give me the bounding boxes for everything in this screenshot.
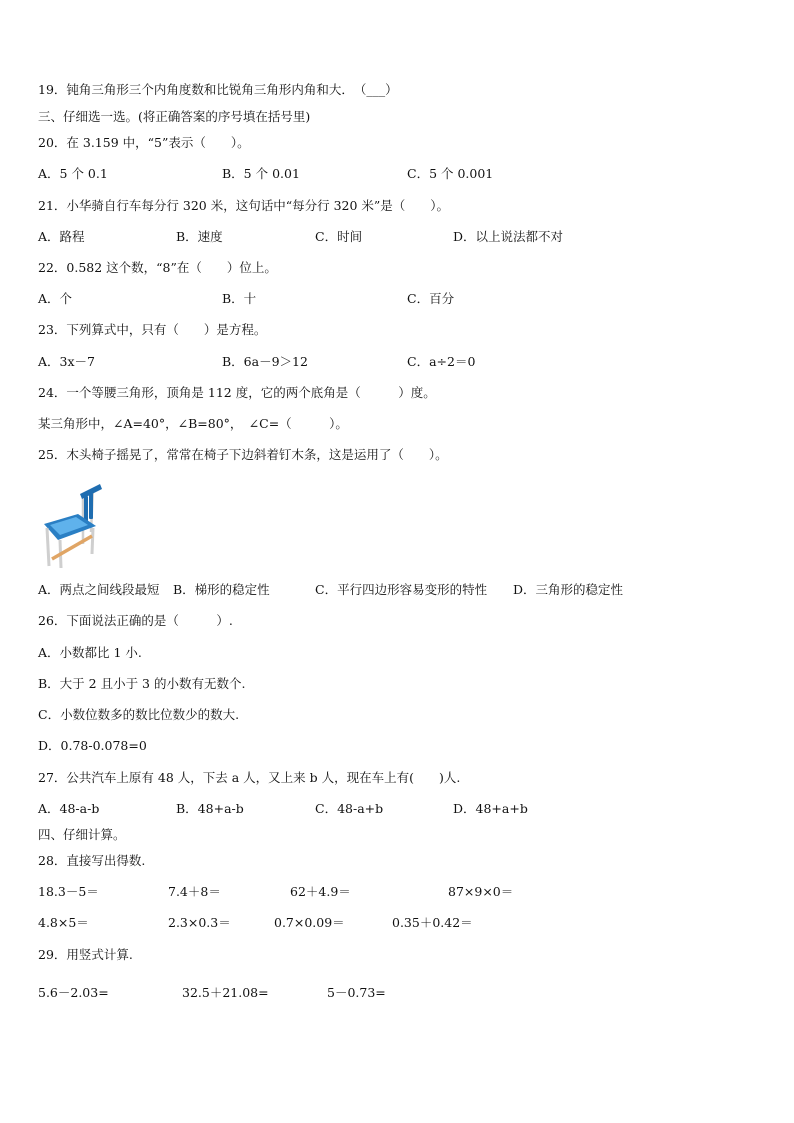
q20-option-c: C．5 个 0.001 [407,166,494,181]
q23-option-c: C．a÷2＝0 [407,354,476,369]
question-25-stem: 25．木头椅子摇晃了，常常在椅子下边斜着钉木条，这是运用了（ ）。 [38,447,448,462]
q22-option-c: C．百分 [407,291,455,306]
q26-option-c: C．小数位数多的数比位数少的数大. [38,707,240,722]
question-28-stem: 28．直接写出得数. [38,853,146,868]
q25-option-d: D．三角形的稳定性 [513,582,624,597]
q26-option-a: A．小数都比 1 小. [38,645,142,660]
q28-calc: 7.4＋8＝ [168,884,221,899]
q21-option-d: D．以上说法都不对 [453,229,564,244]
chair-backrest-slat [89,493,93,519]
question-29-stem: 29．用竖式计算. [38,947,133,962]
question-21-stem: 21．小华骑自行车每分行 320 米，这句话中“每分行 320 米”是（ ）。 [38,198,450,213]
section-3-title: 三、仔细选一选。(将正确答案的序号填在括号里) [38,109,311,124]
q20-option-b: B．5 个 0.01 [222,166,300,181]
q28-calc: 4.8×5＝ [38,915,89,930]
chair-backrest-slat [84,496,88,522]
q27-option-b: B．48+a-b [176,801,244,816]
q25-option-b: B．梯形的稳定性 [173,582,270,597]
q28-calc: 18.3－5＝ [38,884,99,899]
q23-option-a: A．3x－7 [38,354,95,369]
q22-option-a: A．个 [38,291,73,306]
question-26-stem: 26．下面说法正确的是（ ）. [38,613,233,628]
chair-back-leg-front [92,528,93,554]
q23-option-b: B．6a－9＞12 [222,354,308,369]
chair-illustration [40,484,106,568]
q29-calc: 5.6－2.03= [38,985,109,1000]
q28-calc: 62＋4.9＝ [290,884,351,899]
q25-option-c: C．平行四边形容易变形的特性 [315,582,488,597]
question-24-stem: 24．一个等腰三角形，顶角是 112 度，它的两个底角是（ ）度。 [38,385,436,400]
q26-option-d: D．0.78-0.078=0 [38,738,147,753]
question-22-stem: 22．0.582 这个数，“8”在（ ）位上。 [38,260,277,275]
section-4-title: 四、仔细计算。 [38,827,126,842]
question-24-line2: 某三角形中，∠A=40°，∠B=80°， ∠C=（ ）。 [38,416,348,431]
q27-option-d: D．48+a+b [453,801,528,816]
q22-option-b: B．十 [222,291,257,306]
question-23-stem: 23．下列算式中，只有（ ）是方程。 [38,322,267,337]
q20-option-a: A．5 个 0.1 [38,166,108,181]
question-27-stem: 27．公共汽车上原有 48 人，下去 a 人，又上来 b 人，现在车上有( )人. [38,770,461,785]
q21-option-c: C．时间 [315,229,363,244]
q27-option-a: A．48-a-b [38,801,100,816]
q28-calc: 0.35＋0.42＝ [392,915,473,930]
q26-option-b: B．大于 2 且小于 3 的小数有无数个. [38,676,246,691]
q29-calc: 32.5＋21.08= [182,985,269,1000]
q28-calc: 2.3×0.3＝ [168,915,231,930]
chair-front-leg-left [47,528,49,566]
q25-option-a: A．两点之间线段最短 [38,582,160,597]
q28-calc: 0.7×0.09＝ [274,915,345,930]
question-20-stem: 20．在 3.159 中，“5”表示（ ）。 [38,135,250,150]
q28-calc: 87×9×0＝ [448,884,514,899]
q21-option-a: A．路程 [38,229,85,244]
q29-calc: 5－0.73= [327,985,386,1000]
question-19: 19．钝角三角形三个内角度数和比锐角三角形内角和大． （___） [38,82,398,97]
q21-option-b: B．速度 [176,229,223,244]
q27-option-c: C．48-a+b [315,801,384,816]
